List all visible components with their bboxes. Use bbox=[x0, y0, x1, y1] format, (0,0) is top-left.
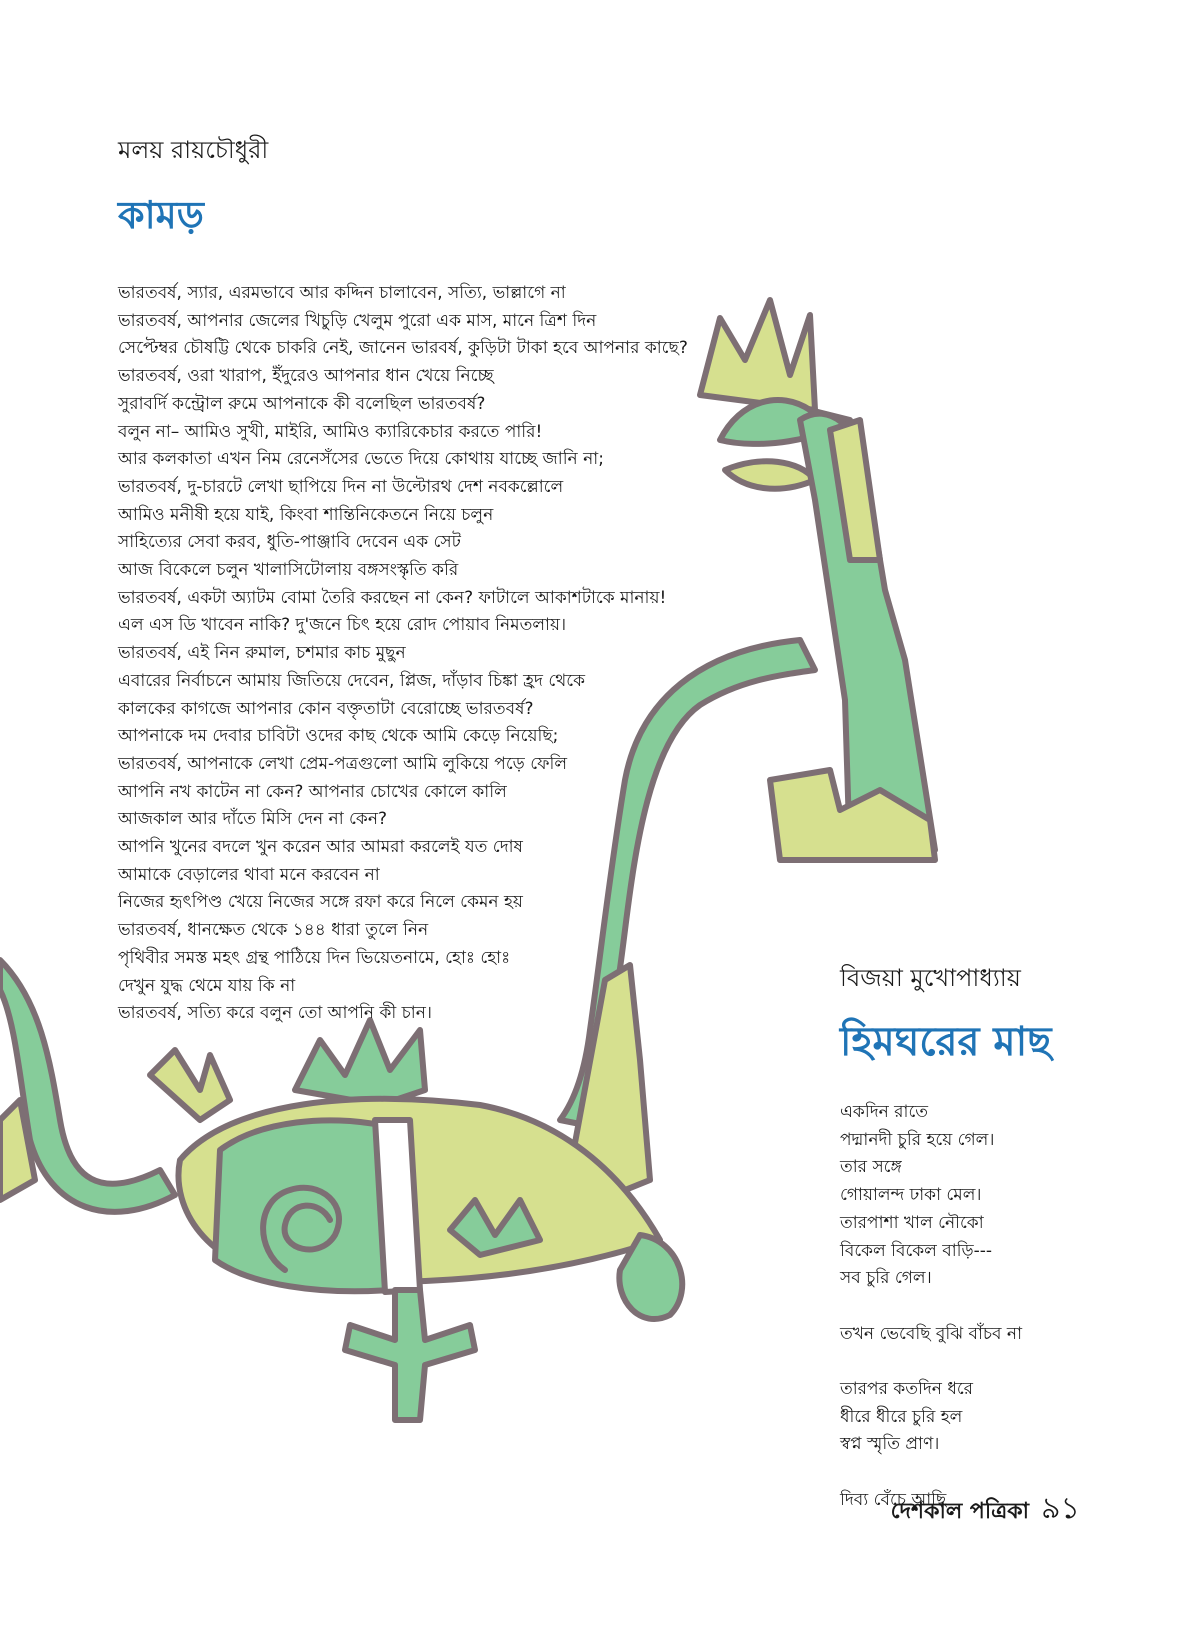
page-footer bbox=[891, 1484, 1080, 1535]
fish-left-leaf bbox=[150, 1050, 230, 1120]
poem1-lines bbox=[118, 280, 798, 1028]
poem-line: ভারতবর্ষ, সত্যি করে বলুন তো আপনি কী চান। bbox=[118, 1003, 432, 1024]
poem-line: পৃথিবীর সমস্ত মহৎ গ্রন্থ পাঠিয়ে দিন ভিয়েতনামে, হোঃ হোঃ bbox=[118, 947, 511, 968]
poem-line: ভারতবর্ষ, দু-চারটে লেখা ছাপিয়ে দিন না উল্টোরথ দেশ নবকল্লোলে bbox=[118, 476, 564, 497]
poem-line: তারপাশা খাল নৌকো bbox=[840, 1212, 984, 1233]
poem-line: আপনাকে দম দেবার চাবিটা ওদের কাছ থেকে আমি কেড়ে নিয়েছি; bbox=[118, 726, 559, 747]
poem-line: আমিও মনীষী হয়ে যাই, কিংবা শান্তিনিকেতনে নিয়ে চলুন bbox=[118, 504, 494, 525]
poem-line: আপনি খুনের বদলে খুন করেন আর আমরা করলেই যত দোষ bbox=[118, 837, 523, 858]
poem-line: ভারতবর্ষ, ধানক্ষেত থেকে ১৪৪ ধারা তুলে নিন bbox=[118, 920, 429, 941]
stanza-break bbox=[840, 1459, 1170, 1487]
poem1-author: মলয় রায়চৌধুরী bbox=[118, 136, 269, 164]
poem1-title: কামড় bbox=[118, 193, 204, 237]
poem-line: বলুন না– আমিও সুখী, মাইরি, আমিও ক্যারিকেচার করতে পারি! bbox=[118, 421, 543, 442]
poem-line: ভারতবর্ষ, স্যার, এরমভাবে আর কদ্দিন চালাবেন, সত্যি, ভাল্লাগে না bbox=[118, 283, 566, 303]
magazine-name: দেশকাল পত্রিকা bbox=[890, 1499, 1030, 1524]
poem2-title: হিমঘরের মাছ bbox=[840, 1019, 1052, 1065]
poem-line: একদিন রাতে bbox=[840, 1102, 929, 1122]
poem-line: তার সঙ্গে bbox=[840, 1157, 902, 1178]
poem-line: সাহিত্যের সেবা করব, ধুতি-পাঞ্জাবি দেবেন এক সেট bbox=[118, 532, 461, 553]
poem-line: ভারতবর্ষ, আপনাকে লেখা প্রেম-পত্রগুলো আমি লুকিয়ে পড়ে ফেলি bbox=[118, 753, 568, 774]
fish-white-stripe bbox=[375, 1120, 420, 1292]
poem-line: নিজের হৃৎপিণ্ড খেয়ে নিজের সঙ্গে রফা করে নিলে কেমন হয় bbox=[118, 892, 523, 913]
poem-line: কালকের কাগজে আপনার কোন বক্তৃতাটা বেরোচ্ছে ভারতবর্ষ? bbox=[118, 698, 534, 719]
poem-line: আপনি নখ কাটেন না কেন? আপনার চোখের কোলে কালি bbox=[118, 781, 507, 802]
poem-himghorer-mach bbox=[840, 960, 1170, 1515]
poem-line: তখন ভেবেছি বুঝি বাঁচব না bbox=[840, 1323, 1022, 1344]
poem-line: ধীরে ধীরে চুরি হল bbox=[840, 1406, 963, 1427]
stanza-break bbox=[840, 1293, 1170, 1321]
poem-line: সব চুরি গেল। bbox=[840, 1268, 932, 1289]
poem-line: দেখুন যুদ্ধ থেমে যায় কি না bbox=[118, 975, 296, 996]
poem-line: ভারতবর্ষ, একটা অ্যাটম বোমা তৈরি করছেন না কেন? ফাটালে আকাশটাকে মানায়! bbox=[118, 587, 667, 608]
poem-line: আজ বিকেলে চলুন খালাসিটোলায় বঙ্গসংস্কৃতি করি bbox=[118, 560, 459, 581]
poem-line: এবারের নির্বাচনে আমায় জিতিয়ে দেবেন, প্লিজ, দাঁড়াব চিঙ্কা হ্রদ থেকে bbox=[118, 670, 586, 691]
poem-kamor bbox=[118, 132, 798, 1028]
poem-line: সুরাবর্দি কন্ট্রোল রুমে আপনাকে কী বলেছিল ভারতবর্ষ? bbox=[118, 393, 486, 414]
poem-line: ভারতবর্ষ, এই নিন রুমাল, চশমার কাচ মুছুন bbox=[118, 643, 406, 664]
poem-line: আজকাল আর দাঁতে মিসি দেন না কেন? bbox=[118, 809, 387, 830]
stanza-break bbox=[840, 1348, 1170, 1376]
poem-line: ভারতবর্ষ, আপনার জেলের খিচুড়ি খেলুম পুরো এক মাস, মানে ত্রিশ দিন bbox=[118, 310, 597, 331]
fish-crown bbox=[295, 1020, 425, 1105]
poem-line: গোয়ালন্দ ঢাকা মেল। bbox=[840, 1185, 982, 1206]
fish-root bbox=[345, 1290, 475, 1420]
page-number: ৯১ bbox=[1041, 1491, 1080, 1526]
poem-line: সেপ্টেম্বর চৌষট্টি থেকে চাকরি নেই, জানেন ভারবর্ষ, কুড়িটা টাকা হবে আপনার কাছে? bbox=[118, 338, 688, 359]
poem-line: আমাকে বেড়ালের থাবা মনে করবেন না bbox=[118, 864, 380, 885]
poem-line: পদ্মানদী চুরি হয়ে গেল। bbox=[840, 1129, 995, 1150]
poem2-author: বিজয়া মুখোপাধ্যায় bbox=[840, 964, 1021, 992]
poem-line: তারপর কতদিন ধরে bbox=[840, 1379, 974, 1399]
poem-line: স্বপ্ন স্মৃতি প্রাণ। bbox=[840, 1434, 940, 1455]
poem2-lines bbox=[840, 1099, 1170, 1515]
poem-line: বিকেল বিকেল বাড়ি--- bbox=[840, 1240, 993, 1261]
poem-line: আর কলকাতা এখন নিম রেনেসঁসের ভেতে দিয়ে কোথায় যাচ্ছে জানি না; bbox=[118, 449, 604, 470]
poem-line: দিব্য বেঁচে আছি bbox=[840, 1489, 947, 1510]
poem-line: এল এস ডি খাবেন নাকি? দু'জনে চিৎ হয়ে রোদ পোয়াব নিমতলায়। bbox=[118, 615, 567, 636]
poem-line: ভারতবর্ষ, ওরা খারাপ, ইঁদুরেও আপনার ধান খেয়ে নিচ্ছে bbox=[118, 366, 494, 387]
